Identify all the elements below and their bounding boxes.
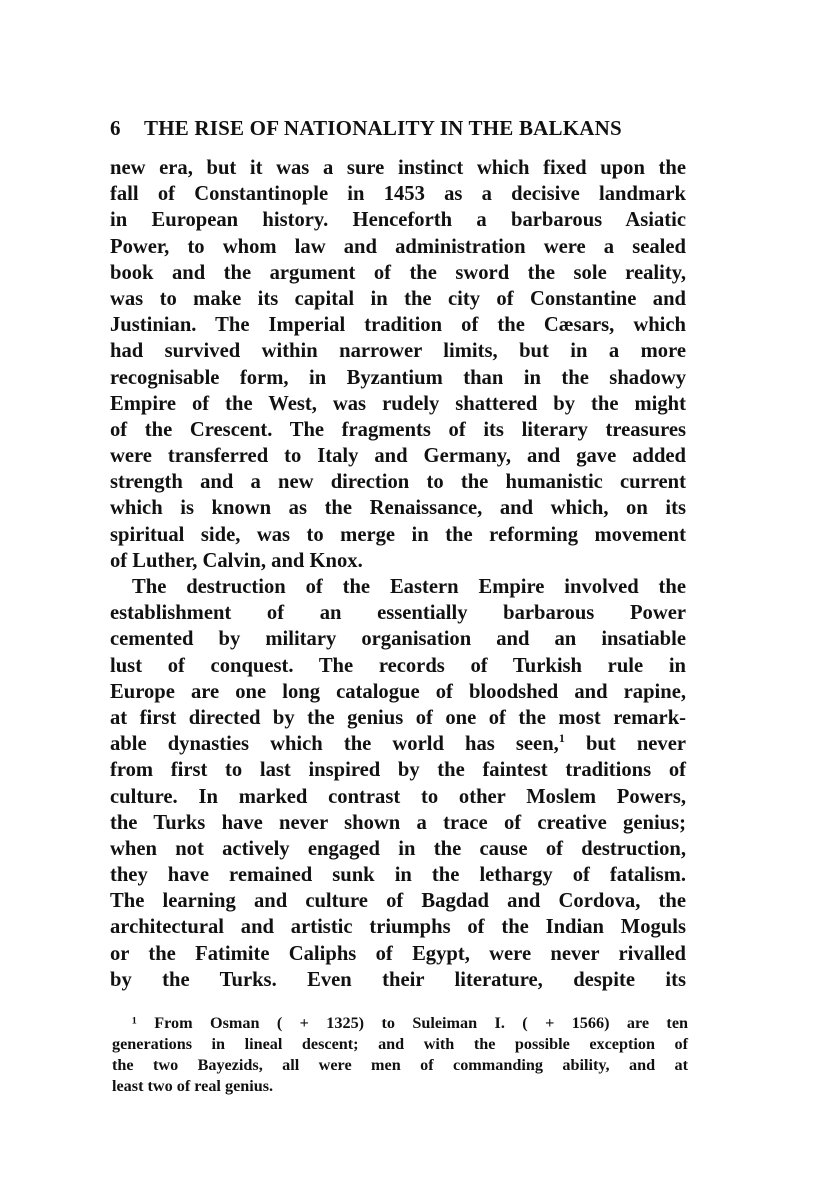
text-line: lust of conquest. The records of Turkish rule in (110, 654, 686, 677)
text-line: Justinian. The Imperial tradition of the Cæsars, which (110, 314, 686, 337)
text-line: they have remained sunk in the lethargy of fatalism. (110, 864, 686, 887)
text-line: establishment of an essentially barbarous Power (110, 602, 686, 625)
text-line: which is known as the Renaissance, and which, on its (110, 497, 686, 520)
footnote (112, 1013, 688, 1097)
text-line: or the Fatimite Caliphs of Egypt, were never rivalled (110, 942, 686, 965)
body-text (110, 155, 686, 993)
text-line: The destruction of the Eastern Empire involved the (132, 576, 686, 598)
text-line: Europe are one long catalogue of bloodshed and rapine, (110, 680, 686, 703)
page-number: 6 (110, 116, 121, 140)
text-line: book and the argument of the sword the sole reality, (110, 261, 686, 284)
text-line: were transferred to Italy and Germany, and gave added (110, 445, 686, 468)
text-segment: able dynasties which the world has seen, (110, 733, 559, 756)
footnote-line (112, 1013, 688, 1034)
text-line: architectural and artistic triumphs of the Indian Moguls (110, 916, 686, 939)
text-line: strength and a new direction to the humanistic current (110, 471, 686, 494)
text-line: by the Turks. Even their literature, despite its (110, 968, 686, 991)
text-line: fall of Constantinople in 1453 as a decisive landmark (110, 183, 686, 206)
text-line: in European history. Henceforth a barbarous Asiatic (110, 209, 686, 232)
text-line: new era, but it was a sure instinct which fixed upon the (110, 157, 686, 179)
text-segment: but never (585, 733, 686, 756)
running-header (110, 114, 690, 142)
text-line: from first to last inspired by the faintest traditions of (110, 759, 686, 782)
text-line: when not actively engaged in the cause of destruction, (110, 837, 686, 860)
text-line: spiritual side, was to merge in the reforming movement (110, 523, 686, 546)
footnote-line: least two of real genius. (112, 1077, 274, 1095)
text-line: the Turks have never shown a trace of creative genius; (110, 811, 686, 834)
text-line: Empire of the West, was rudely shattered by the might (110, 392, 686, 415)
text-line: Power, to whom law and administration were a sealed (110, 235, 686, 258)
footnote-marker: ¹ (132, 1014, 137, 1032)
text-line: The learning and culture of Bagdad and Cordova, the (110, 890, 686, 913)
footnote-reference[interactable]: 1 (558, 731, 565, 746)
text-line: culture. In marked contrast to other Moslem Powers, (110, 785, 686, 808)
text-line: was to make its capital in the city of Constantine and (110, 287, 686, 310)
text-line: recognisable form, in Byzantium than in the shadowy (110, 366, 686, 389)
footnote-line: the two Bayezids, all were men of commanding ability, and at (112, 1056, 688, 1074)
text-line: at first directed by the genius of one of the most remark- (110, 706, 686, 729)
running-title: THE RISE OF NATIONALITY IN THE BALKANS (144, 116, 622, 140)
text-line-with-footnote (110, 731, 686, 757)
text-line: of the Crescent. The fragments of its literary treasures (110, 418, 686, 441)
text-line: of Luther, Calvin, and Knox. (110, 549, 363, 572)
text-line: cemented by military organisation and an insatiable (110, 628, 686, 651)
text-line: had survived within narrower limits, but in a more (110, 340, 686, 363)
footnote-text: From Osman ( + 1325) to Suleiman I. ( + 1566) are ten (154, 1014, 689, 1032)
footnote-line: generations in lineal descent; and with the possible exception of (112, 1035, 688, 1053)
